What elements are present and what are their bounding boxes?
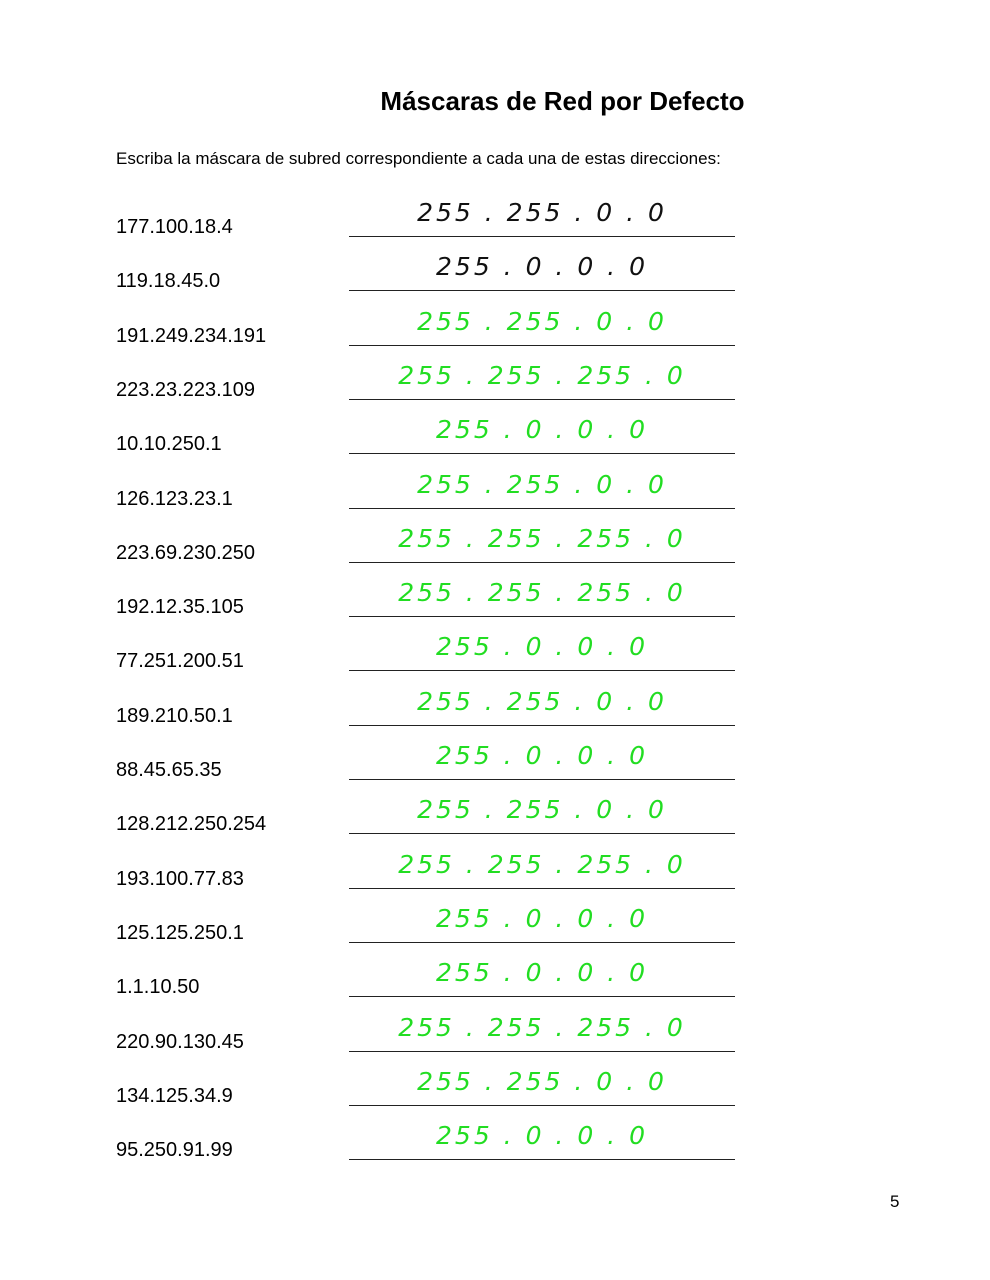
- answer-line: [349, 888, 735, 889]
- answer-line: [349, 616, 735, 617]
- mask-answer[interactable]: 255 . 255 . 255 . 0: [398, 578, 686, 608]
- answer-line: [349, 562, 735, 563]
- mask-answer[interactable]: 255 . 255 . 255 . 0: [398, 523, 686, 553]
- answer-line: [349, 399, 735, 400]
- answer-line: [349, 345, 735, 346]
- answer-line: [349, 236, 735, 237]
- mask-answer[interactable]: 255 . 0 . 0 . 0: [436, 632, 648, 662]
- ip-address: 88.45.65.35: [116, 759, 222, 781]
- ip-address: 95.250.91.99: [116, 1139, 233, 1162]
- ip-address: 177.100.18.4: [116, 216, 233, 238]
- mask-answer[interactable]: 255 . 0 . 0 . 0: [436, 1121, 648, 1151]
- answer-line: [349, 1051, 735, 1052]
- mask-answer[interactable]: 255 . 0 . 0 . 0: [436, 252, 648, 282]
- ip-address: 193.100.77.83: [116, 867, 244, 890]
- mask-answer[interactable]: 255 . 255 . 255 . 0: [398, 360, 686, 390]
- exercise-row: [0, 1121, 990, 1187]
- answer-line: [349, 508, 735, 509]
- mask-answer[interactable]: 255 . 255 . 0 . 0: [417, 306, 667, 336]
- page-title: Máscaras de Red por Defecto: [380, 86, 745, 116]
- mask-answer[interactable]: 255 . 255 . 0 . 0: [417, 686, 667, 716]
- ip-address: 1.1.10.50: [116, 976, 200, 999]
- answer-line: [349, 942, 735, 943]
- mask-answer[interactable]: 255 . 0 . 0 . 0: [436, 903, 648, 933]
- mask-answer[interactable]: 255 . 255 . 0 . 0: [417, 795, 667, 825]
- ip-address: 223.69.230.250: [116, 541, 256, 564]
- answer-line: [349, 779, 735, 780]
- instructions: Escriba la máscara de subred correspondiente a cada una de estas direcciones:: [116, 149, 721, 168]
- answer-line: [349, 670, 735, 671]
- answer-line: [349, 1105, 735, 1106]
- ip-address: 119.18.45.0: [116, 270, 221, 293]
- mask-answer[interactable]: 255 . 255 . 0 . 0: [417, 1066, 667, 1096]
- answer-line: [349, 833, 735, 834]
- ip-address: 189.210.50.1: [116, 704, 233, 727]
- mask-answer[interactable]: 255 . 0 . 0 . 0: [436, 415, 648, 445]
- mask-answer[interactable]: 255 . 255 . 255 . 0: [398, 849, 686, 879]
- ip-address: 134.125.34.9: [116, 1084, 233, 1107]
- ip-address: 128.212.250.254: [116, 813, 267, 836]
- answer-line: [349, 453, 735, 454]
- mask-answer[interactable]: 255 . 255 . 0 . 0: [417, 469, 667, 499]
- ip-address: 223.23.223.109: [116, 378, 256, 401]
- answer-line: [349, 290, 735, 291]
- answer-line: [349, 1159, 735, 1160]
- mask-answer[interactable]: 255 . 0 . 0 . 0: [436, 958, 648, 988]
- ip-address: 10.10.250.1: [116, 433, 222, 456]
- mask-answer[interactable]: 255 . 0 . 0 . 0: [436, 741, 648, 770]
- mask-answer[interactable]: 255 . 255 . 0 . 0: [417, 198, 667, 227]
- ip-address: 126.123.23.1: [116, 487, 233, 510]
- ip-address: 77.251.200.51: [116, 650, 244, 673]
- ip-address: 220.90.130.45: [116, 1030, 244, 1053]
- page-number: 5: [890, 1192, 900, 1211]
- answer-line: [349, 996, 735, 997]
- mask-answer[interactable]: 255 . 255 . 255 . 0: [398, 1012, 686, 1042]
- ip-address: 192.12.35.105: [116, 596, 244, 619]
- ip-address: 191.249.234.191: [116, 324, 267, 347]
- answer-line: [349, 725, 735, 726]
- ip-address: 125.125.250.1: [116, 921, 244, 944]
